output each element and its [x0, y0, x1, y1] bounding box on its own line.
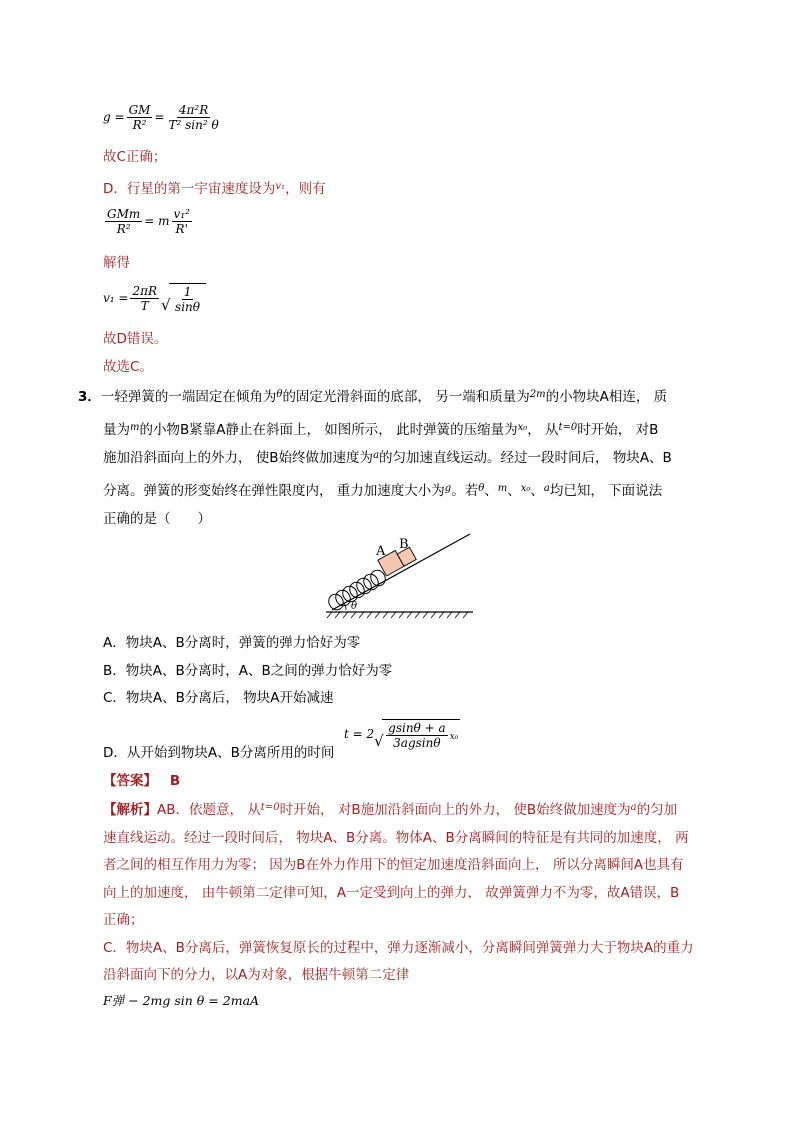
question-3-line-5: 正确的是（ ）: [103, 511, 211, 527]
analysis-c-line-1: C．物块A、B分离后，弹簧恢复原长的过程中，弹力逐渐减小，分离瞬间弹簧弹力大于物块A的重力: [103, 940, 694, 956]
incline-spring-figure: [318, 530, 478, 622]
equation-f: F弹 − 2mg sin θ = 2maA: [103, 993, 260, 1008]
theta-label: θ: [351, 601, 358, 612]
analysis-c-line-2: 沿斜面向下的分力，以A为对象，根据牛顿第二定律: [103, 967, 410, 983]
option-a: A．物块A、B分离时，弹簧的弹力恰好为零: [103, 635, 361, 651]
analysis-line-4: 向上的加速度， 由牛顿第二定律可知，A一定受到向上的弹力， 故弹簧弹力不为零，故A错误，B: [103, 885, 680, 901]
equation-t: t = 2 √ $\frac{gsin\theta + a}{3agsin\theta}$ x₀: [344, 720, 459, 750]
c-conclusion: 故C正确；: [103, 149, 167, 165]
analysis-line-1: 【解析】AB．依题意， 从$^{t=0}$时开始， 对B施加沿斜面向上的外力， 使B始终做加速度为$^a$的匀加: [103, 802, 678, 818]
block-a-label: A: [376, 544, 386, 559]
question-3-line-3: 施加沿斜面向上的外力， 使B始终做加速度为$^a$的匀加速直线运动。经过一段时间后， 物块A、B: [103, 450, 672, 466]
analysis-line-2: 速直线运动。经过一段时间后， 物块A、B分离。物体A、B分离瞬间的特征是有共同的加速度， 两: [103, 830, 689, 846]
option-d: D．从开始到物块A、B分离所用的时间: [103, 745, 335, 761]
d-intro: D．行星的第一宇宙速度设为$^{v_1}$，则有: [103, 181, 326, 197]
question-3-line-4: 分离。弹簧的形变始终在弹性限度内， 重力加速度大小为$^g$。若$^\theta$、$^m$、$^{x_0}$、$^a$均已知， 下面说法: [103, 483, 663, 499]
analysis-line-3: 者之间的相互作用力为零； 因为B在外力作用下的恒定加速度沿斜面向上， 所以分离瞬间A也具有: [103, 857, 684, 873]
equation-v1: v₁ = $\frac{2\pi R}{T}$ √ $\frac{1}{\sin\theta}$: [103, 278, 206, 318]
answer-line: 【答案】 B: [103, 773, 181, 789]
equation-v: $\frac{\text{GMm}}{\text{R²}}$ = m $\frac{\text{v₁²}}{R'}$: [107, 206, 190, 236]
analysis-line-5: 正确；: [103, 912, 144, 928]
option-b: B．物块A、B分离时，A、B之间的弹力恰好为零: [103, 663, 393, 679]
equation-g: g = $\frac{GM}{\text{R²}}$ = $\frac{\text{4π²R}}{\text{T² sin² θ}}$: [103, 102, 219, 132]
question-3-line-1: 3．一轻弹簧的一端固定在倾角为$^\theta$的固定光滑斜面的底部， 另一端和质量为$^{2m}$的小物块A相连， 质: [78, 389, 668, 405]
option-c: C．物块A、B分离后， 物块A开始减速: [103, 690, 334, 706]
final-choice: 故选C。: [103, 359, 153, 375]
block-b-label: B: [399, 537, 409, 552]
d-conclusion: 故D错误。: [103, 331, 168, 347]
solve-label: 解得: [103, 255, 130, 271]
question-3-line-2: 量为$^m$的小物B紧靠A静止在斜面上， 如图所示， 此时弹簧的压缩量为$^{x_0}$， 从$^{t=0}$时开始， 对B: [103, 422, 659, 438]
